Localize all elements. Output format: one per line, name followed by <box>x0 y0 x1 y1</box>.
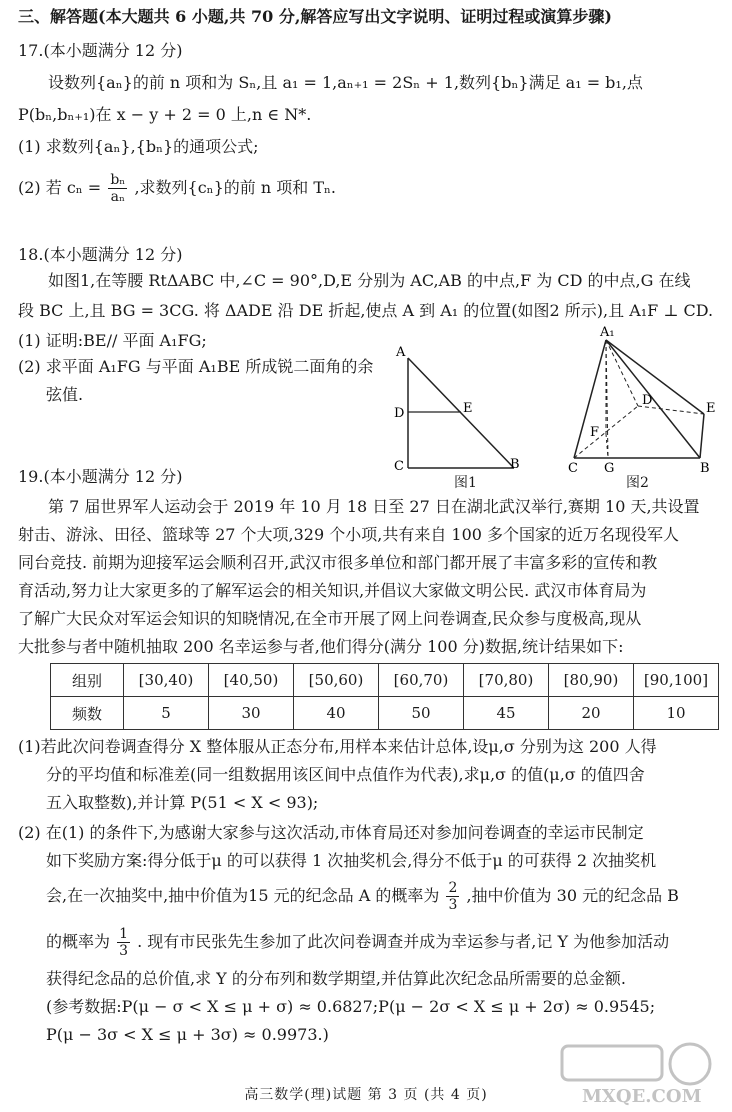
q18-part2a: (2) 求平面 A₁FG 与平面 A₁BE 所成锐二面角的余 <box>18 357 374 376</box>
watermark-logo <box>552 1040 722 1106</box>
table-cell: [70,80) <box>464 664 549 697</box>
q17-part2-suffix: ,求数列{cₙ}的前 n 项和 Tₙ. <box>134 178 337 197</box>
q19-part2-line3-b: ,抽中价值为 30 元的纪念品 B <box>466 886 679 905</box>
q19-part1-1: 分的平均值和标准差(同一组数据用该区间中点值作为代表),求μ,σ 的值(μ,σ 的值四舍 <box>46 765 645 784</box>
q17-frac-den: aₙ <box>110 189 126 205</box>
fig2-edge-eb <box>700 414 704 458</box>
q19-part2-1: 如下奖励方案:得分低于μ 的可以获得 1 次抽奖机会,得分不低于μ 的可获得 2 次抽奖机 <box>46 851 657 870</box>
fig2-label-g: G <box>604 461 615 476</box>
watermark-text: MXQE.COM <box>582 1086 702 1106</box>
table-cell: [50,60) <box>294 664 379 697</box>
section-header: 三、解答题(本大题共 6 小题,共 70 分,解答应写出文字说明、证明过程或演算步骤) <box>18 7 612 26</box>
figure-2 <box>560 322 720 482</box>
q17-line1: 设数列{aₙ}的前 n 项和为 Sₙ,且 a₁ = 1,aₙ₊₁ = 2Sₙ + 1,数列{bₙ}满足 a₁ = b₁,点 <box>48 73 643 92</box>
q18-part2b: 弦值. <box>46 385 84 404</box>
q19-para-1: 射击、游泳、田径、篮球等 27 个大项,329 个小项,共有来自 100 多个国家的近万名现役军人 <box>18 525 680 544</box>
q19-part2-line4-a: 的概率为 <box>46 932 111 951</box>
table-cell: 20 <box>549 697 634 730</box>
q19-part1-2: 五入取整数),并计算 P(51 < X < 93); <box>46 793 319 812</box>
q19-part2-0: (2) 在(1) 的条件下,为感谢大家参与这次活动,市体育局还对参加问卷调查的幸运市民制定 <box>18 823 644 842</box>
fig2-edge-a1c <box>574 340 606 458</box>
fig2-edge-a1e <box>606 340 704 414</box>
q17-part2 <box>18 172 718 205</box>
fig1-caption: 图1 <box>454 475 477 491</box>
fig2-label-f: F <box>590 425 600 440</box>
fig1-label-c: C <box>394 459 404 474</box>
figure-1 <box>390 340 530 490</box>
q19-para-0: 第 7 届世界军人运动会于 2019 年 10 月 18 日至 27 日在湖北武汉举行,赛期 10 天,共设置 <box>48 497 700 516</box>
q18-part1: (1) 证明:BE// 平面 A₁FG; <box>18 331 207 350</box>
q17-line2: P(bₙ,bₙ₊₁)在 x − y + 2 = 0 上,n ∈ N*. <box>18 105 312 124</box>
fig1-label-d: D <box>394 406 405 421</box>
table-header-count: 频数 <box>51 697 124 730</box>
q19-part1-0: (1)若此次问卷调查得分 X 整体服从正态分布,用样本来估计总体,设μ,σ 分别为这 200 人得 <box>18 737 657 756</box>
prob-a-num: 2 <box>448 880 458 896</box>
table-cell: [40,50) <box>209 664 294 697</box>
q19-part2-line4 <box>46 926 718 959</box>
q17-frac-num: bₙ <box>110 172 126 188</box>
frequency-table <box>50 663 719 730</box>
fig1-label-e: E <box>463 401 473 416</box>
q19-ref-2: P(μ − 3σ < X ≤ μ + 3σ) ≈ 0.9973.) <box>46 1025 329 1044</box>
table-cell: 5 <box>124 697 209 730</box>
fig2-label-a1: A₁ <box>600 325 615 340</box>
table-cell: [30,40) <box>124 664 209 697</box>
watermark-circle <box>670 1044 710 1084</box>
q18-title: 18.(本小题满分 12 分) <box>18 245 183 264</box>
q19-para-3: 育活动,努力让大家更多的了解军运会的相关知识,并倡议大家做文明公民. 武汉市体育局为 <box>18 581 647 600</box>
page-footer: 高三数学(理)试题 第 3 页 (共 4 页) <box>244 1087 488 1103</box>
fig2-label-b: B <box>700 461 710 476</box>
q19-para-2: 同台竞技. 前期为迎接军运会顺利召开,武汉市很多单位和部门都开展了丰富多彩的宣传和教 <box>18 553 658 572</box>
prob-b-den: 3 <box>119 943 129 959</box>
table-header-group: 组别 <box>51 664 124 697</box>
table-cell: 30 <box>209 697 294 730</box>
prob-a-fraction <box>446 880 459 913</box>
table-cell: 50 <box>379 697 464 730</box>
q19-title: 19.(本小题满分 12 分) <box>18 467 183 486</box>
q19-ref-1: (参考数据:P(μ − σ < X ≤ μ + σ) ≈ 0.6827;P(μ − 2σ < X ≤ μ + 2σ) ≈ 0.9545; <box>46 997 656 1016</box>
q18-line2: 段 BC 上,且 BG = 3CG. 将 ΔADE 沿 DE 折起,使点 A 到 A₁ 的位置(如图2 所示),且 A₁F ⊥ CD. <box>18 301 714 320</box>
table-row <box>51 664 719 697</box>
fig1-edge-ab <box>408 358 514 468</box>
q19-part2-line5: 获得纪念品的总价值,求 Y 的分布列和数学期望,并估算此次纪念品所需要的总金额. <box>46 969 626 988</box>
watermark-box <box>562 1046 662 1080</box>
fig2-edge-a1b <box>606 340 700 458</box>
table-cell: 45 <box>464 697 549 730</box>
prob-b-num: 1 <box>119 926 129 942</box>
table-cell: 40 <box>294 697 379 730</box>
fig1-label-b: B <box>510 457 520 472</box>
fig2-label-d: D <box>642 393 653 408</box>
q19-part2-line4-b: . 现有市民张先生参加了此次问卷调查并成为幸运参与者,记 Y 为他参加活动 <box>137 932 670 951</box>
fig2-label-e: E <box>706 401 716 416</box>
q17-part1: (1) 求数列{aₙ},{bₙ}的通项公式; <box>18 137 259 156</box>
q19-para-4: 了解广大民众对军运会知识的知晓情况,在全市开展了网上问卷调查,民众参与度极高,现从 <box>18 609 642 628</box>
q18-line1: 如图1,在等腰 RtΔABC 中,∠C = 90°,D,E 分别为 AC,AB 的中点,F 为 CD 的中点,G 在线 <box>48 271 691 290</box>
q19-para-5: 大批参与者中随机抽取 200 名幸运参与者,他们得分(满分 100 分)数据,统计结果如下: <box>18 637 624 656</box>
q17-fraction <box>108 172 127 205</box>
prob-a-den: 3 <box>448 897 458 913</box>
fig2-caption: 图2 <box>626 475 649 491</box>
fig1-label-a: A <box>396 345 406 360</box>
q17-title: 17.(本小题满分 12 分) <box>18 41 183 60</box>
table-cell: 10 <box>634 697 719 730</box>
table-cell: [90,100] <box>634 664 719 697</box>
table-cell: [80,90) <box>549 664 634 697</box>
q17-part2-prefix: (2) 若 cₙ = <box>18 178 102 197</box>
table-cell: [60,70) <box>379 664 464 697</box>
prob-b-fraction <box>117 926 130 959</box>
fig2-label-c: C <box>568 461 578 476</box>
q19-part2-line3-a: 会,在一次抽奖中,抽中价值为15 元的纪念品 A 的概率为 <box>46 886 440 905</box>
q19-part2-line3 <box>46 880 718 913</box>
table-row <box>51 697 719 730</box>
